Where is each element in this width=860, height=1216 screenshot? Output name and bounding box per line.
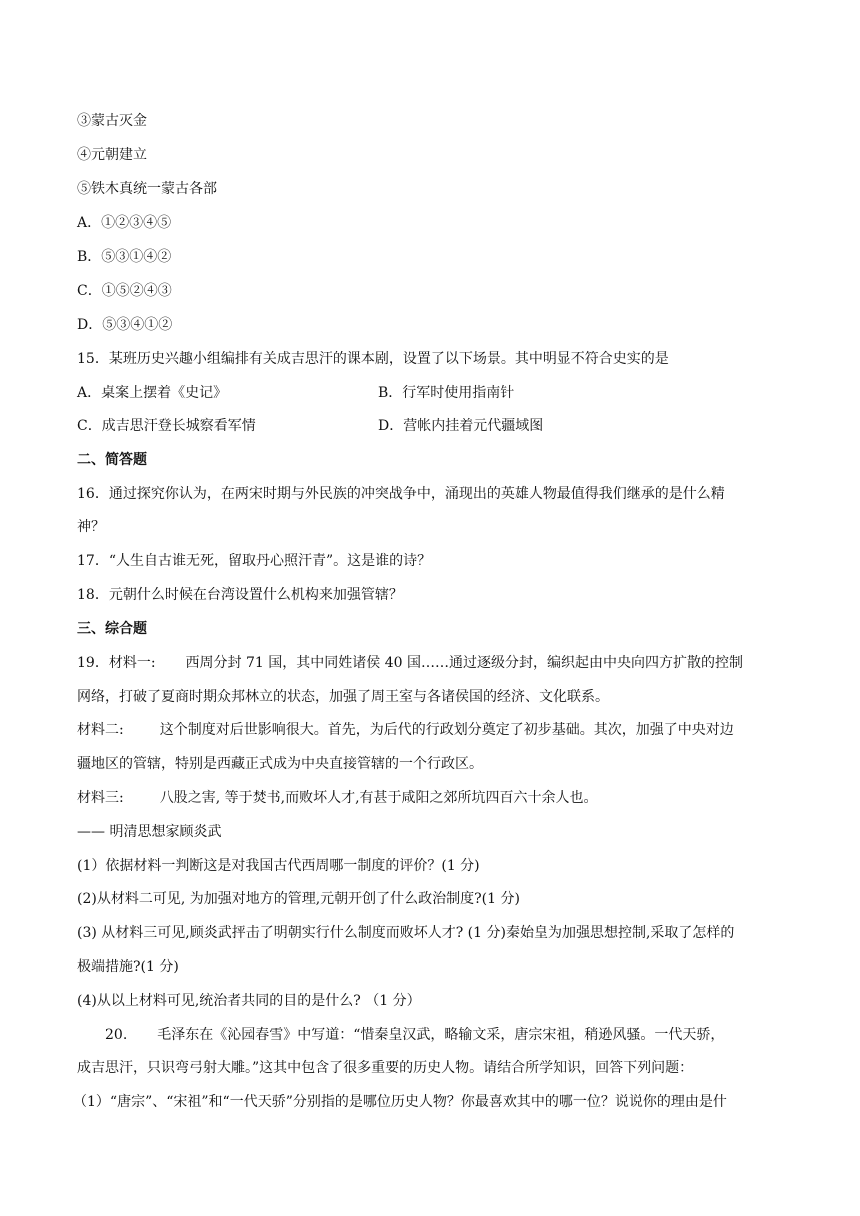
question-16-line1: 16．通过探究你认为，在两宋时期与外民族的冲突战争中，涌现出的英雄人物最值得我们继承的是什么精 <box>77 486 725 502</box>
q19-sub-3-line2: 极端措施?(1 分) <box>77 959 179 975</box>
q19-material-2-label: 材料二: <box>77 722 124 738</box>
answer-c: C．①⑤②④③ <box>77 283 172 299</box>
question-15-row1 <box>77 383 785 403</box>
option-4: ④元朝建立 <box>77 147 147 163</box>
question-15-stem: 15．某班历史兴趣小组编排有关成吉思汗的课本剧，设置了以下场景。其中明显不符合史实的是 <box>77 351 669 367</box>
q19-material-3 <box>77 788 598 808</box>
answer-d: D．⑤③④①② <box>77 317 173 333</box>
q19-material-2 <box>77 720 734 740</box>
section-heading-short-answer: 二、简答题 <box>77 452 147 468</box>
q19-sub-3-line1: (3) 从材料三可见,顾炎武抨击了明朝实行什么制度而败坏人才? (1 分)秦始皇为加强思想控制,采取了怎样的 <box>77 925 735 941</box>
q19-material-3-text: 八股之害, 等于焚书,而败坏人才,有甚于咸阳之郊所坑四百六十余人也。 <box>159 790 598 806</box>
q19-material-2-text: 这个制度对后世影响很大。首先，为后代的行政划分奠定了初步基础。其次，加强了中央对边 <box>159 722 734 738</box>
q19-material-1-text: 西周分封 71 国，其中同姓诸侯 40 国……通过逐级分封，编织起由中央向四方扩散的控制 <box>185 655 743 671</box>
q19-material-1 <box>77 653 743 673</box>
q20-text-line1: 毛泽东在《沁园春雪》中写道：“惜秦皇汉武，略输文采，唐宗宋祖，稍逊风骚。一代天骄， <box>157 1027 725 1043</box>
q19-sub-2: (2)从材料二可见, 为加强对地方的管理,元朝开创了什么政治制度?(1 分) <box>77 891 520 907</box>
answer-a: A．①②③④⑤ <box>77 215 172 231</box>
section-heading-comprehensive: 三、综合题 <box>77 621 147 637</box>
q19-material-3-label: 材料三: <box>77 790 124 806</box>
q19-material-2-line2: 疆地区的管辖，特别是西藏正式成为中央直接管辖的一个行政区。 <box>77 756 483 772</box>
q15-answer-c: C．成吉思汗登长城察看军情 <box>77 418 256 434</box>
q19-material-1-line2: 网络，打破了夏商时期众邦林立的状态，加强了周王室与各诸侯国的经济、文化联系。 <box>77 689 609 705</box>
question-17: 17．“人生自古谁无死，留取丹心照汗青”。这是谁的诗？ <box>77 553 432 569</box>
q20-number: 20. <box>105 1027 128 1043</box>
question-16-line2: 神？ <box>77 519 105 535</box>
q15-answer-a: A．桌案上摆着《史记》 <box>77 385 228 401</box>
q15-answer-b: B．行军时使用指南针 <box>378 385 515 401</box>
question-20-line1 <box>105 1025 724 1045</box>
q19-sub-4: (4)从以上材料可见,统治者共同的目的是什么? （1 分） <box>77 993 421 1009</box>
answer-b: B．⑤③①④② <box>77 249 172 265</box>
option-5: ⑤铁木真统一蒙古各部 <box>77 181 217 197</box>
question-15-row2 <box>77 416 785 436</box>
q19-material-1-label: 19．材料一: <box>77 655 156 671</box>
question-18: 18．元朝什么时候在台湾设置什么机构来加强管辖？ <box>77 587 403 603</box>
q15-answer-d: D．营帐内挂着元代疆域图 <box>378 418 544 434</box>
q19-source: —— 明清思想家顾炎武 <box>77 824 222 840</box>
question-20-line2: 成吉思汗，只识弯弓射大雕。”这其中包含了很多重要的历史人物。请结合所学知识，回答下列问题： <box>77 1060 694 1076</box>
q20-sub-1: （1）“唐宗”、“宋祖”和“一代天骄”分别指的是哪位历史人物？你最喜欢其中的哪一位？说说你的理由是什 <box>73 1094 727 1110</box>
q19-sub-1: (1）依据材料一判断这是对我国古代西周哪一制度的评价？(1 分) <box>77 858 480 874</box>
option-3: ③蒙古灭金 <box>77 113 147 129</box>
